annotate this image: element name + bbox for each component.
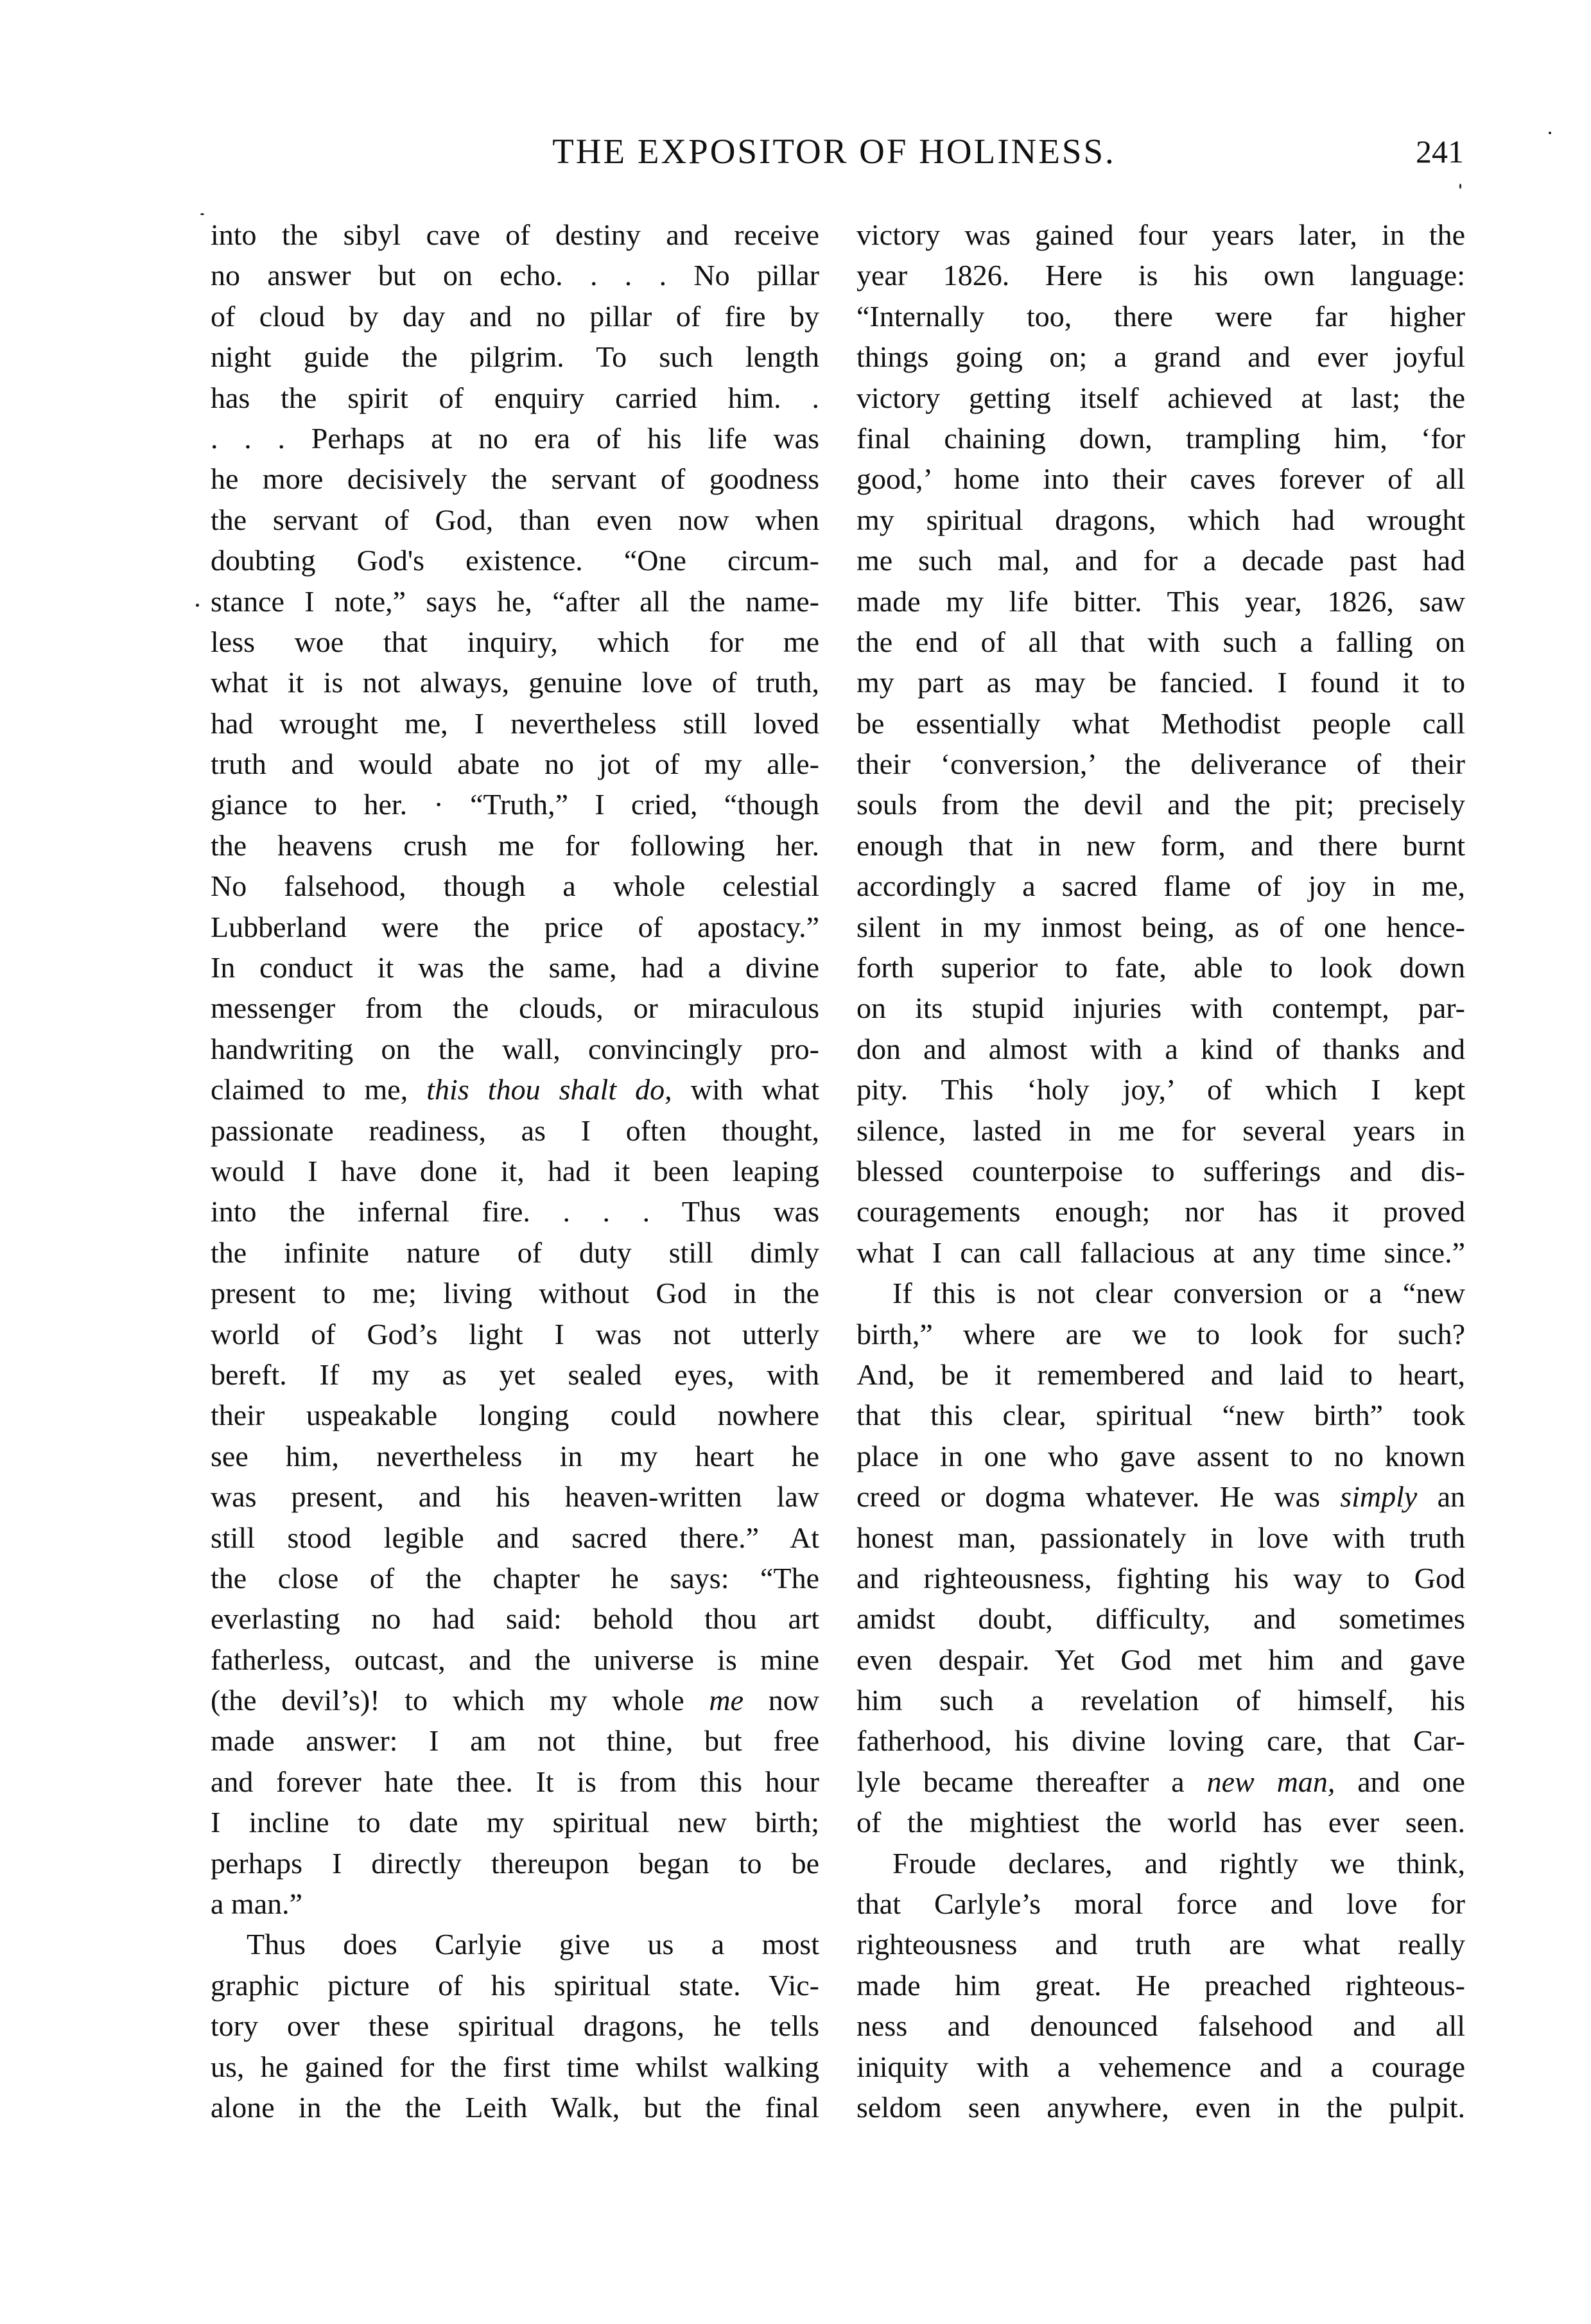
right-column bbox=[856, 214, 1465, 2127]
text-line: souls from the devil and the pit; precisely bbox=[856, 788, 1465, 821]
text-line: no answer but on echo. . . . No pillar bbox=[211, 259, 819, 292]
text-run: (the devil’s)! to which my whole bbox=[211, 1684, 709, 1717]
text-line: the infinite nature of duty still dimly bbox=[211, 1236, 819, 1269]
text-line: was present, and his heaven-written law bbox=[211, 1480, 819, 1514]
text-line: of cloud by day and no pillar of fire by bbox=[211, 299, 819, 333]
text-line bbox=[211, 1069, 819, 1110]
text-line: less woe that inquiry, which for me bbox=[211, 625, 819, 658]
text-line: iniquity with a vehemence and a courage bbox=[856, 2050, 1465, 2083]
text-line: . . . Perhaps at no era of his life was bbox=[211, 421, 819, 455]
text-line: blessed counterpoise to sufferings and dis- bbox=[856, 1154, 1465, 1187]
text-line: fatherhood, his divine loving care, that Car- bbox=[856, 1724, 1465, 1758]
text-line: and righteousness, fighting his way to God bbox=[856, 1561, 1465, 1594]
text-line: In conduct it was the same, had a divine bbox=[211, 951, 819, 984]
text-line: And, be it remembered and laid to heart, bbox=[856, 1358, 1465, 1391]
text-line: Froude declares, and rightly we think, bbox=[892, 1846, 1465, 1880]
text-line: and forever hate thee. It is from this hour bbox=[211, 1765, 819, 1798]
text-line: “Internally too, there were far higher bbox=[856, 299, 1465, 333]
italic-emphasis: new man, bbox=[1206, 1765, 1335, 1798]
text-line: giance to her. · “Truth,” I cried, “though bbox=[211, 788, 819, 821]
text-line: had wrought me, I nevertheless still loved bbox=[211, 706, 819, 740]
text-line: victory getting itself achieved at last; the bbox=[856, 381, 1465, 414]
text-line: the heavens crush me for following her. bbox=[211, 828, 819, 862]
scan-speck bbox=[196, 604, 199, 607]
text-line: good,’ home into their caves forever of all bbox=[856, 462, 1465, 496]
text-line: things going on; a grand and ever joyful bbox=[856, 340, 1465, 374]
text-line bbox=[856, 1761, 1465, 1802]
text-line: stance I note,” says he, “after all the name- bbox=[211, 584, 819, 618]
text-line: perhaps I directly thereupon began to be bbox=[211, 1846, 819, 1880]
text-line: passionate readiness, as I often thought, bbox=[211, 1114, 819, 1147]
text-line: that this clear, spiritual “new birth” took bbox=[856, 1399, 1465, 1432]
text-line: amidst doubt, difficulty, and sometimes bbox=[856, 1602, 1465, 1636]
text-run: lyle became thereafter a bbox=[856, 1765, 1207, 1798]
text-line: honest man, passionately in love with truth bbox=[856, 1521, 1465, 1554]
text-line: messenger from the clouds, or miraculous bbox=[211, 992, 819, 1025]
text-run: with what bbox=[672, 1073, 819, 1106]
text-line: my spiritual dragons, which had wrought bbox=[856, 503, 1465, 536]
text-line: on its stupid injuries with contempt, par- bbox=[856, 992, 1465, 1025]
text-line: into the infernal fire. . . . Thus was bbox=[211, 1195, 819, 1228]
text-line: handwriting on the wall, convincingly pro- bbox=[211, 1032, 819, 1065]
text-line: present to me; living without God in the bbox=[211, 1277, 819, 1310]
running-header: THE EXPOSITOR OF HOLINESS. bbox=[552, 132, 1116, 171]
text-line: made him great. He preached righteous- bbox=[856, 1968, 1465, 2002]
text-line: a man.” bbox=[211, 1887, 303, 1921]
text-line: still stood legible and sacred there.” At bbox=[211, 1521, 819, 1554]
text-line: would I have done it, had it been leaping bbox=[211, 1154, 819, 1187]
italic-emphasis: simply bbox=[1340, 1480, 1418, 1514]
text-line: enough that in new form, and there burnt bbox=[856, 828, 1465, 862]
italic-emphasis: this thou shalt do, bbox=[426, 1073, 672, 1106]
text-line: that Carlyle’s moral force and love for bbox=[856, 1887, 1465, 1921]
text-line: us, he gained for the first time whilst walking bbox=[211, 2050, 819, 2083]
text-line: the close of the chapter he says: “The bbox=[211, 1561, 819, 1594]
scan-speck bbox=[1549, 132, 1551, 134]
text-line: what it is not always, genuine love of truth, bbox=[211, 666, 819, 699]
text-line: everlasting no had said: behold thou art bbox=[211, 1602, 819, 1636]
text-line: him such a revelation of himself, his bbox=[856, 1684, 1465, 1717]
scan-speck bbox=[200, 213, 204, 215]
text-line: what I can call fallacious at any time since.” bbox=[856, 1236, 1465, 1269]
text-line: of the mightiest the world has ever seen. bbox=[856, 1806, 1465, 1839]
text-line: couragements enough; nor has it proved bbox=[856, 1195, 1465, 1228]
text-line: No falsehood, though a whole celestial bbox=[211, 869, 819, 903]
text-line: made answer: I am not thine, but free bbox=[211, 1724, 819, 1758]
text-run: claimed to me, bbox=[211, 1073, 427, 1106]
text-run: and one bbox=[1335, 1765, 1465, 1798]
text-line: Lubberland were the price of apostacy.” bbox=[211, 910, 819, 943]
text-line: year 1826. Here is his own language: bbox=[856, 259, 1465, 292]
text-line: seldom seen anywhere, even in the pulpit. bbox=[856, 2090, 1465, 2124]
text-line: silence, lasted in me for several years in bbox=[856, 1114, 1465, 1147]
text-line: see him, nevertheless in my heart he bbox=[211, 1439, 819, 1472]
text-line: tory over these spiritual dragons, he tells bbox=[211, 2009, 819, 2043]
text-line: If this is not clear conversion or a “new bbox=[892, 1277, 1465, 1310]
text-line: doubting God's existence. “One circum- bbox=[211, 544, 819, 577]
text-line: truth and would abate no jot of my alle- bbox=[211, 747, 819, 781]
text-line: made my life bitter. This year, 1826, saw bbox=[856, 584, 1465, 618]
text-line: their uspeakable longing could nowhere bbox=[211, 1399, 819, 1432]
text-line: bereft. If my as yet sealed eyes, with bbox=[211, 1358, 819, 1391]
text-line: fatherless, outcast, and the universe is mine bbox=[211, 1643, 819, 1676]
text-line: righteousness and truth are what really bbox=[856, 1928, 1465, 1961]
text-line: don and almost with a kind of thanks and bbox=[856, 1032, 1465, 1065]
text-line: accordingly a sacred flame of joy in me, bbox=[856, 869, 1465, 903]
text-line: pity. This ‘holy joy,’ of which I kept bbox=[856, 1073, 1465, 1106]
text-line: I incline to date my spiritual new birth; bbox=[211, 1806, 819, 1839]
text-line: he more decisively the servant of goodness bbox=[211, 462, 819, 496]
text-line bbox=[856, 1476, 1465, 1517]
text-line: has the spirit of enquiry carried him. . bbox=[211, 381, 819, 414]
text-line: final chaining down, trampling him, ‘for bbox=[856, 421, 1465, 455]
text-line: their ‘conversion,’ the deliverance of their bbox=[856, 747, 1465, 781]
text-line: Thus does Carlyie give us a most bbox=[247, 1928, 819, 1961]
text-line: silent in my inmost being, as of one hence- bbox=[856, 910, 1465, 943]
page-number: 241 bbox=[1416, 134, 1464, 170]
text-run: an bbox=[1417, 1480, 1465, 1514]
text-line: my part as may be fancied. I found it to bbox=[856, 666, 1465, 699]
left-column bbox=[211, 214, 819, 2127]
text-line: be essentially what Methodist people call bbox=[856, 706, 1465, 740]
italic-emphasis: me bbox=[709, 1684, 744, 1717]
text-line: birth,” where are we to look for such? bbox=[856, 1317, 1465, 1350]
text-line: even despair. Yet God met him and gave bbox=[856, 1643, 1465, 1676]
text-line: me such mal, and for a decade past had bbox=[856, 544, 1465, 577]
text-line bbox=[211, 1680, 819, 1720]
text-line: the servant of God, than even now when bbox=[211, 503, 819, 536]
text-run: creed or dogma whatever. He was bbox=[856, 1480, 1341, 1514]
text-line: world of God’s light I was not utterly bbox=[211, 1317, 819, 1350]
text-line: alone in the the Leith Walk, but the final bbox=[211, 2090, 819, 2124]
text-line: place in one who gave assent to no known bbox=[856, 1439, 1465, 1472]
text-line: night guide the pilgrim. To such length bbox=[211, 340, 819, 374]
text-line: ness and denounced falsehood and all bbox=[856, 2009, 1465, 2043]
text-line: graphic picture of his spiritual state. Vic- bbox=[211, 1968, 819, 2002]
text-line: forth superior to fate, able to look down bbox=[856, 951, 1465, 984]
text-line: the end of all that with such a falling on bbox=[856, 625, 1465, 658]
text-line: into the sibyl cave of destiny and receive bbox=[211, 218, 819, 251]
scan-speck bbox=[1459, 184, 1461, 189]
text-run: now bbox=[743, 1684, 819, 1717]
text-line: victory was gained four years later, in the bbox=[856, 218, 1465, 251]
